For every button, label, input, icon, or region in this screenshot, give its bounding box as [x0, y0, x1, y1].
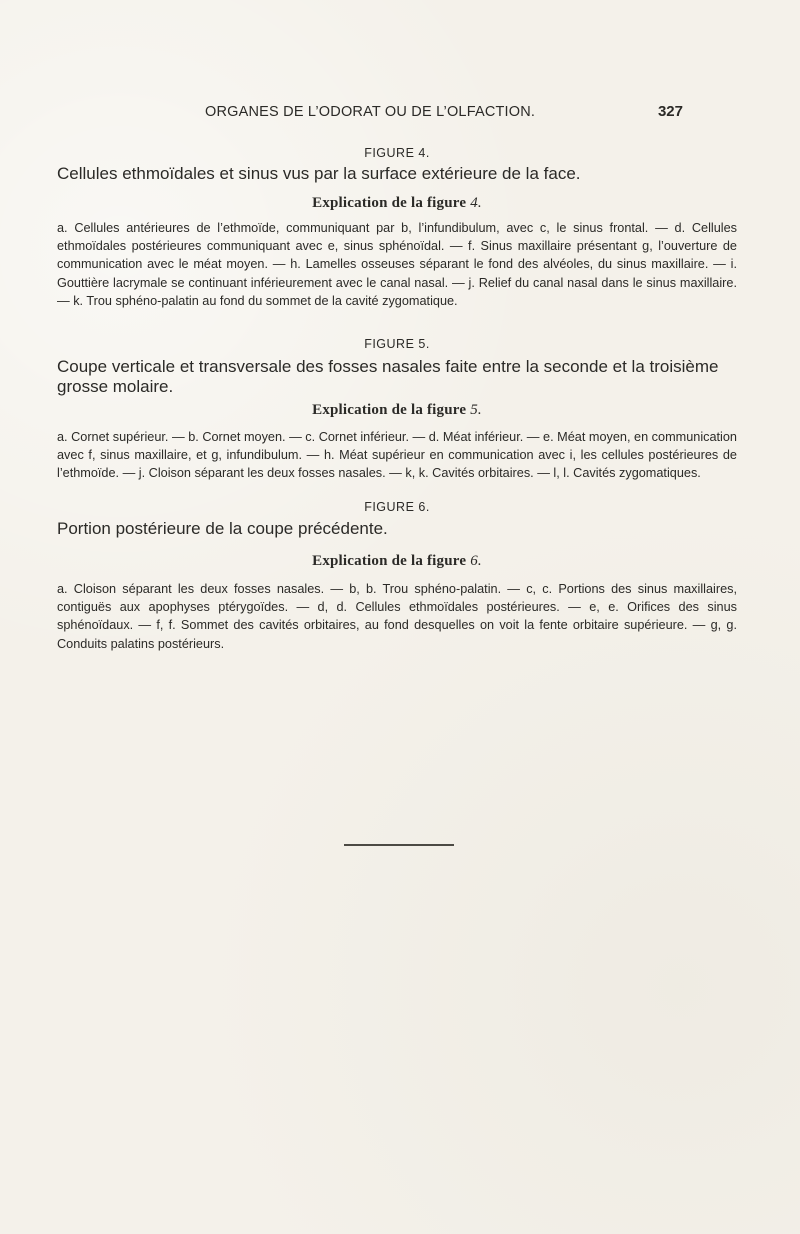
page-header — [205, 104, 685, 128]
explication-number: 5. — [470, 402, 482, 419]
figure-title: Coupe verticale et transversale des fosses nasales faite entre la seconde et la troisième grosse molaire. — [57, 357, 719, 397]
figure-label: FIGURE 4. — [364, 146, 430, 160]
explication-text: a. Cloison séparant les deux fosses nasales. — b, b. Trou sphéno-palatin. — c, c. Portions des sinus maxillaires, contiguës aux apophyses ptérygoïdes. — d, d. Cellules ethmoïdales postérieures. — e, e. Orifices des sinus sphénoïdaux. — f, f. Sommet des cavités orbitaires, au fond desquelles on voit la fente orbitaire supérieure. — g, g. Conduits palatins postérieurs. — [57, 582, 737, 651]
explication-label: Explication de la figure — [312, 553, 467, 570]
explication-text: a. Cornet supérieur. — b. Cornet moyen. — c. Cornet inférieur. — d. Méat inférieur. — e. Méat moyen, en communication avec f, sinus maxillaire, et g, infundibulum. — h. Méat supérieur en communication avec i, les cellules postérieures de l’ethmoïde. — j. Cloison séparant les deux fosses nasales. — k, k. Cavités orbitaires. — l, l. Cavités zygomatiques. — [57, 430, 737, 481]
end-rule — [344, 844, 454, 846]
figure-label: FIGURE 6. — [364, 500, 430, 514]
running-head: ORGANES DE L’ODORAT OU DE L’OLFACTION. — [205, 104, 536, 120]
figure-label: FIGURE 5. — [364, 337, 430, 351]
explication-label: Explication de la figure — [312, 195, 467, 212]
explication-label: Explication de la figure — [312, 402, 467, 419]
explication-heading — [57, 402, 737, 419]
figure-title: Portion postérieure de la coupe précédente. — [57, 519, 388, 538]
figure-4-section — [57, 146, 737, 310]
figure-title: Cellules ethmoïdales et sinus vus par la surface extérieure de la face. — [57, 164, 581, 183]
explication-heading — [57, 195, 737, 212]
explication-text: a. Cellules antérieures de l’ethmoïde, communiquant par b, l’infundibulum, avec c, le sinus frontal. — d. Cellules ethmoïdales postérieures communiquant avec e, sinus sphénoïdal. — f. Sinus maxillaire présentant g, l’ouverture de communication avec le méat moyen. — h. Lamelles osseuses séparant le fond des alvéoles, du sinus maxillaire. — i. Gouttière lacrymale se continuant inférieurement avec le canal nasal. — j. Relief du canal nasal dans le sinus maxillaire. — k. Trou sphéno-palatin au fond du sommet de la cavité zygomatique. — [57, 221, 737, 308]
explication-number: 4. — [470, 195, 482, 212]
explication-number: 6. — [470, 553, 482, 570]
explication-heading — [57, 553, 737, 570]
page-number: 327 — [657, 103, 683, 120]
figure-6-section — [57, 500, 737, 653]
figure-5-section — [57, 337, 737, 483]
